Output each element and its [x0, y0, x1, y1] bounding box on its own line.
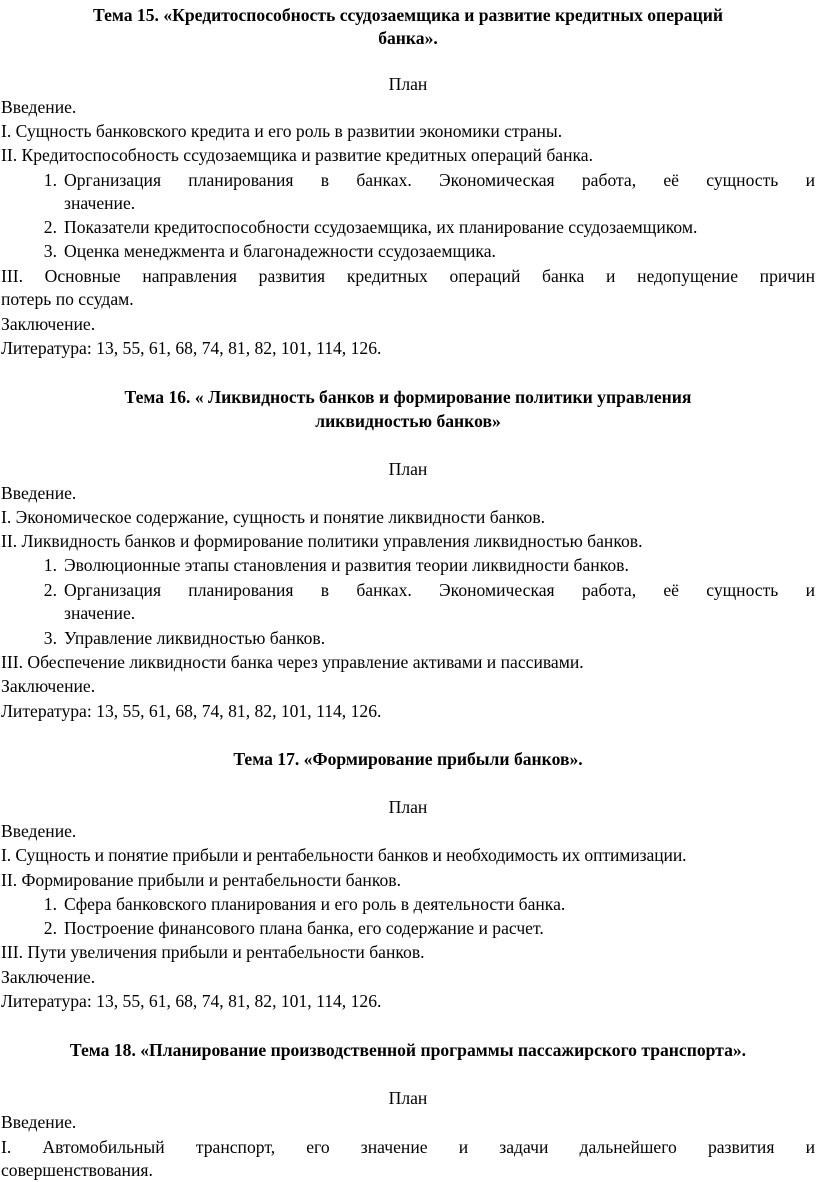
section-16-literature: Литература: 13, 55, 61, 68, 74, 81, 82, 101, 114, 126. — [1, 701, 382, 721]
section-17-title: Тема 17. «Формирование прибыли банков». — [233, 749, 583, 769]
section-17-conclusion: Заключение. — [1, 967, 96, 987]
section-17-item-2-text: Построение финансового плана банка, его содержание и расчет. — [64, 918, 544, 938]
section-15-item-1-line-2: значение. — [64, 193, 136, 213]
section-15-item-1-number: 1. — [43, 170, 57, 190]
section-15-point-1: I. Сущность банковского кредита и его роль в развитии экономики страны. — [1, 121, 563, 141]
section-15-conclusion: Заключение. — [1, 314, 96, 334]
section-17-point-1: I. Сущность и понятие прибыли и рентабельности банков и необходимость их оптимизации. — [1, 845, 687, 865]
section-15-title-line-2: банка». — [378, 28, 438, 48]
section-16-conclusion: Заключение. — [1, 676, 96, 696]
section-15-item-3-text: Оценка менеджмента и благонадежности ссудозаемщика. — [64, 241, 496, 261]
section-17-plan-heading: План — [388, 797, 428, 817]
section-16-item-3-text: Управление ликвидностью банков. — [64, 628, 326, 648]
section-16-item-2-line-1: Организация планирования в банках. Экономическая работа, её сущность и — [64, 580, 815, 600]
section-16-item-3-number: 3. — [43, 628, 57, 648]
section-18-intro: Введение. — [1, 1112, 77, 1132]
section-18-plan-heading: План — [388, 1088, 428, 1108]
section-16-plan-heading: План — [388, 459, 428, 479]
section-17-item-1-number: 1. — [43, 894, 57, 914]
section-17-item-1-text: Сфера банковского планирования и его роль в деятельности банка. — [64, 894, 566, 914]
section-15-literature: Литература: 13, 55, 61, 68, 74, 81, 82, 101, 114, 126. — [1, 338, 382, 358]
section-15-item-2-number: 2. — [43, 217, 57, 237]
section-15-point-3-line-1: III. Основные направления развития кредитных операций банка и недопущение причин — [1, 266, 815, 286]
section-15-intro: Введение. — [1, 97, 77, 117]
section-16-point-2: II. Ликвидность банков и формирование политики управления ликвидностью банков. — [1, 531, 643, 551]
section-16-point-1: I. Экономическое содержание, сущность и понятие ликвидности банков. — [1, 507, 546, 527]
section-15-point-3-line-2: потерь по ссудам. — [1, 289, 134, 309]
section-18-point-1-line-2: совершенствования. — [1, 1160, 153, 1180]
section-16-point-3: III. Обеспечение ликвидности банка через управление активами и пассивами. — [1, 652, 584, 672]
section-17-point-2: II. Формирование прибыли и рентабельности банков. — [1, 870, 401, 890]
section-18-point-1-line-1: I. Автомобильный транспорт, его значение и задачи дальнейшего развития и — [1, 1137, 815, 1157]
section-16-title-line-2: ликвидностью банков» — [315, 411, 501, 431]
section-15-item-2-text: Показатели кредитоспособности ссудозаемщика, их планирование ссудозаемщиком. — [64, 217, 698, 237]
section-16-item-2-line-2: значение. — [64, 603, 136, 623]
section-16-item-2-number: 2. — [43, 580, 57, 600]
section-15-point-2: II. Кредитоспособность ссудозаемщика и развитие кредитных операций банка. — [1, 145, 593, 165]
section-16-item-1-number: 1. — [43, 555, 57, 575]
section-15-item-1-line-1: Организация планирования в банках. Экономическая работа, её сущность и — [64, 170, 815, 190]
section-15-title-line-1: Тема 15. «Кредитоспособность ссудозаемщика и развитие кредитных операций — [93, 5, 723, 25]
section-15-item-3-number: 3. — [43, 241, 57, 261]
section-16-intro: Введение. — [1, 483, 77, 503]
section-16-title-line-1: Тема 16. « Ликвидность банков и формирование политики управления — [124, 387, 692, 407]
section-17-point-3: III. Пути увеличения прибыли и рентабельности банков. — [1, 942, 425, 962]
section-16-item-1-text: Эволюционные этапы становления и развития теории ликвидности банков. — [64, 555, 629, 575]
section-17-item-2-number: 2. — [43, 918, 57, 938]
section-17-intro: Введение. — [1, 821, 77, 841]
section-18-title: Тема 18. «Планирование производственной программы пассажирского транспорта». — [69, 1040, 747, 1060]
section-15-plan-heading: План — [388, 74, 428, 94]
section-17-literature: Литература: 13, 55, 61, 68, 74, 81, 82, 101, 114, 126. — [1, 991, 382, 1011]
